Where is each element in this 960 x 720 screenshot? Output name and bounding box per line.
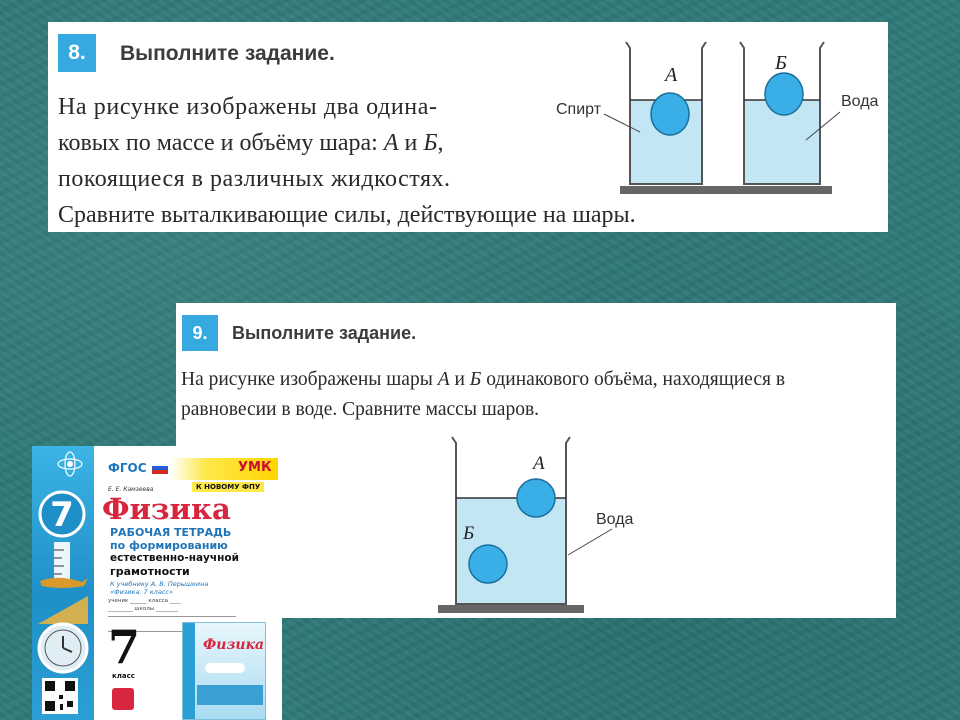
ball-b-ref: Б	[423, 130, 438, 156]
task-8-heading: Выполните задание.	[120, 42, 335, 65]
task-9-line-1: На рисунке изображены шары А и Б одинакового объёма, находящиеся в	[181, 369, 786, 390]
fgos-label: ФГОС	[108, 461, 147, 475]
stand	[620, 186, 832, 194]
book-subtitle-2: по формированию	[110, 539, 228, 552]
label-ball-b: Б	[463, 523, 475, 544]
umk-label: УМК	[238, 460, 272, 475]
school-line: _________ школы ________	[108, 606, 178, 612]
label-ball-a: А	[533, 453, 545, 474]
ball-b-ref: Б	[469, 369, 482, 390]
flag-icon	[152, 462, 168, 474]
label-water: Вода	[841, 93, 879, 110]
ball-b	[469, 545, 507, 583]
task-8-number: 8.	[58, 34, 96, 72]
book-title: Физика	[102, 492, 231, 526]
svg-text:7: 7	[50, 495, 74, 535]
small-book-title: Физика	[203, 637, 265, 653]
book-note-1: К учебнику А. В. Перышкина	[110, 580, 209, 588]
grade-label: класс	[112, 672, 135, 680]
task-8-line-3: покоящиеся в различных жидкостях.	[58, 166, 451, 192]
label-water: Вода	[596, 511, 634, 528]
publisher-logo	[112, 688, 134, 710]
stand	[438, 605, 584, 613]
water-scene	[197, 685, 263, 705]
task-9-panel	[176, 303, 896, 618]
book-spine	[32, 446, 94, 720]
task-8-line-4: Сравните выталкивающие силы, действующие на шары.	[58, 202, 636, 228]
new-fpu-badge: К НОВОМУ ФПУ	[192, 482, 264, 492]
book-subtitle-1: РАБОЧАЯ ТЕТРАДЬ	[110, 526, 232, 539]
book-cover	[32, 446, 282, 720]
student-line: ученик ______ класса ____	[108, 598, 181, 604]
liquid-water	[456, 498, 566, 604]
book-note-2: «Физика. 7 класс»	[110, 588, 173, 596]
label-ball-a: А	[665, 64, 678, 86]
ball-a-ref: А	[383, 130, 399, 156]
airplane-icon	[205, 663, 245, 673]
task-8-line-1: На рисунке изображены два одина-	[58, 94, 438, 120]
spine-illustrations	[32, 446, 94, 720]
ball-b	[765, 73, 803, 115]
ball-a-ref: А	[437, 369, 450, 390]
small-book-thumbnail	[182, 622, 266, 720]
book-author: Е. Е. Камзеева	[108, 486, 154, 493]
task-9-number: 9.	[182, 315, 218, 351]
ball-a	[651, 93, 689, 135]
book-subtitle-3: естественно-научной	[110, 552, 239, 564]
grade-number: 7	[108, 620, 141, 674]
task-9-line-2: равновесии в воде. Сравните массы шаров.	[181, 399, 540, 420]
label-ball-b: Б	[775, 52, 787, 74]
ball-a	[517, 479, 555, 517]
task-8-line-2: ковых по массе и объёму шара: А и Б,	[58, 130, 444, 156]
task-8-panel	[48, 22, 888, 232]
book-subtitle-4: грамотности	[110, 565, 190, 578]
label-spirit: Спирт	[556, 101, 602, 118]
task-9-heading: Выполните задание.	[232, 323, 417, 343]
